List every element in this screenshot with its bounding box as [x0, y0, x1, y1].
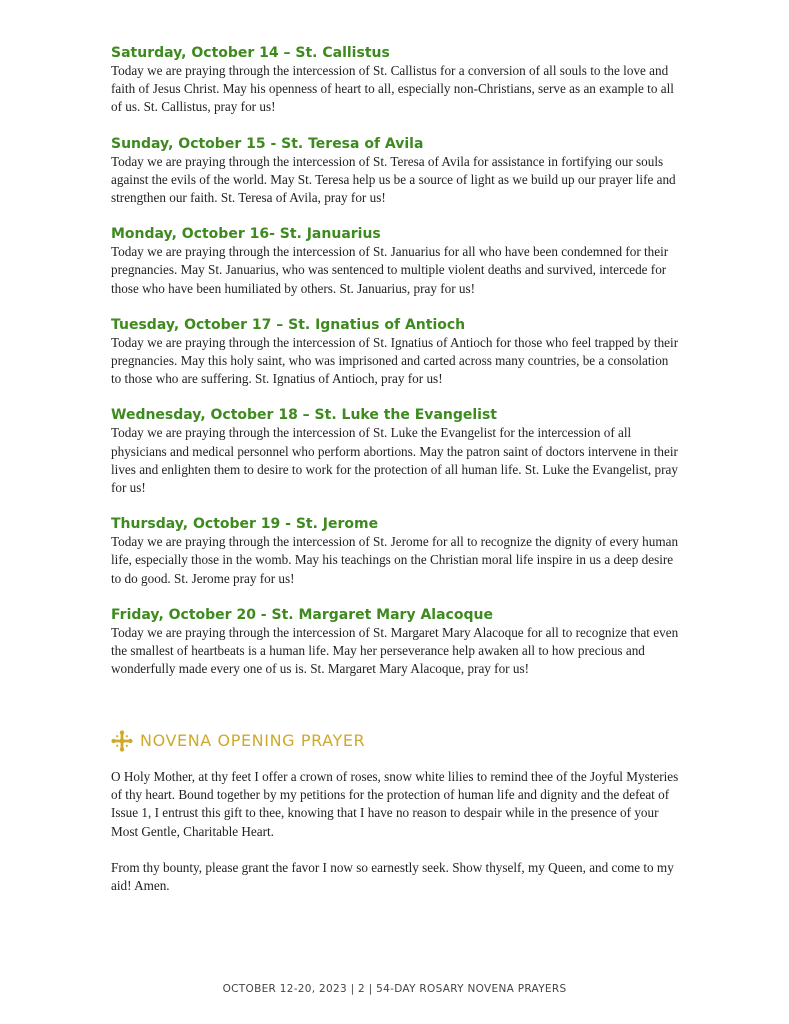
day-heading: Thursday, October 19 - St. Jerome — [111, 516, 379, 533]
day-entry-monday — [111, 225, 679, 298]
day-heading: Sunday, October 15 - St. Teresa of Avila — [111, 135, 424, 152]
day-entry-saturday — [111, 44, 679, 117]
day-intention-text: Today we are praying through the intercession of St. Margaret Mary Alacoque for all to recognize that even the smallest of heartbeats is a human life. May her perseverance help awaken all to how precious and wonderfully made every one of us is. St. Margaret Mary Alacoque, pray for us! — [111, 624, 679, 677]
day-heading: Friday, October 20 - St. Margaret Mary Alacoque — [111, 606, 493, 623]
day-intention-text: Today we are praying through the intercession of St. Jerome for all to recognize the dignity of every human life, especially those in the womb. May his teachings on the Christian moral life inspire in us a deep desire to do good. St. Jerome pray for us! — [111, 534, 679, 586]
opening-prayer — [111, 768, 679, 913]
day-intention-text: Today we are praying through the intercession of St. Callistus for a conversion of all souls to the love and faith of Jesus Christ. May his openness of heart to all, especially non-Christians, serve as an example to all of us. St. Callistus, pray for us! — [111, 63, 674, 115]
day-entry-tuesday — [111, 316, 679, 389]
day-entry-wednesday — [111, 406, 679, 497]
day-entry-sunday — [111, 135, 679, 208]
cross-flourish-icon — [111, 730, 133, 752]
day-heading: Wednesday, October 18 – St. Luke the Evangelist — [111, 407, 497, 424]
daily-intentions-list — [111, 44, 679, 696]
page-footer: OCTOBER 12-20, 2023 | 2 | 54-DAY ROSARY NOVENA PRAYERS — [222, 983, 567, 995]
prayer-paragraph: From thy bounty, please grant the favor I now so earnestly seek. Show thyself, my Queen, and come to my aid! Amen. — [111, 859, 674, 894]
day-intention-text: Today we are praying through the intercession of St. Ignatius of Antioch for those who feel trapped by their pregnancies. May this holy saint, who was imprisoned and carted across many countries, be a consolation to those who are suffering. St. Ignatius of Antioch, pray for us! — [111, 334, 679, 387]
day-entry-thursday — [111, 515, 679, 588]
day-heading: Saturday, October 14 – St. Callistus — [111, 45, 390, 61]
day-heading: Monday, October 16- St. Januarius — [111, 226, 381, 243]
prayer-paragraph: O Holy Mother, at thy feet I offer a crown of roses, snow white lilies to remind thee of the Joyful Mysteries of thy heart. Bound together by my petitions for the protection of human life and dignity and the defeat of Issue 1, I entrust this gift to thee, knowing that I have no reason to despair while in the presence of your Most Gentle, Charitable Heart. — [111, 769, 679, 839]
section-title: NOVENA OPENING PRAYER — [140, 731, 366, 750]
day-intention-text: Today we are praying through the intercession of St. Luke the Evangelist for the intercession of all physicians and medical personnel who perform abortions. May the patron saint of doctors intervene in their lives and enlighten them to desire to work for the protection of all human life. St. Luke the Evangelist, pray for us! — [111, 425, 678, 496]
day-intention-text: Today we are praying through the intercession of St. Januarius for all who have been condemned for their pregnancies. May St. Januarius, who was sentenced to multiple violent deaths and survived, intercede for those who have been humiliated by others. St. Januarius, pray for us! — [111, 244, 669, 296]
section-heading — [111, 730, 365, 752]
day-heading: Tuesday, October 17 – St. Ignatius of Antioch — [111, 316, 466, 333]
day-entry-friday — [111, 606, 679, 679]
day-intention-text: Today we are praying through the intercession of St. Teresa of Avila for assistance in fortifying our souls against the evils of the world. May St. Teresa help us be a source of light as we build up our prayer life and strengthen our faith. St. Teresa of Avila, pray for us! — [111, 153, 676, 206]
